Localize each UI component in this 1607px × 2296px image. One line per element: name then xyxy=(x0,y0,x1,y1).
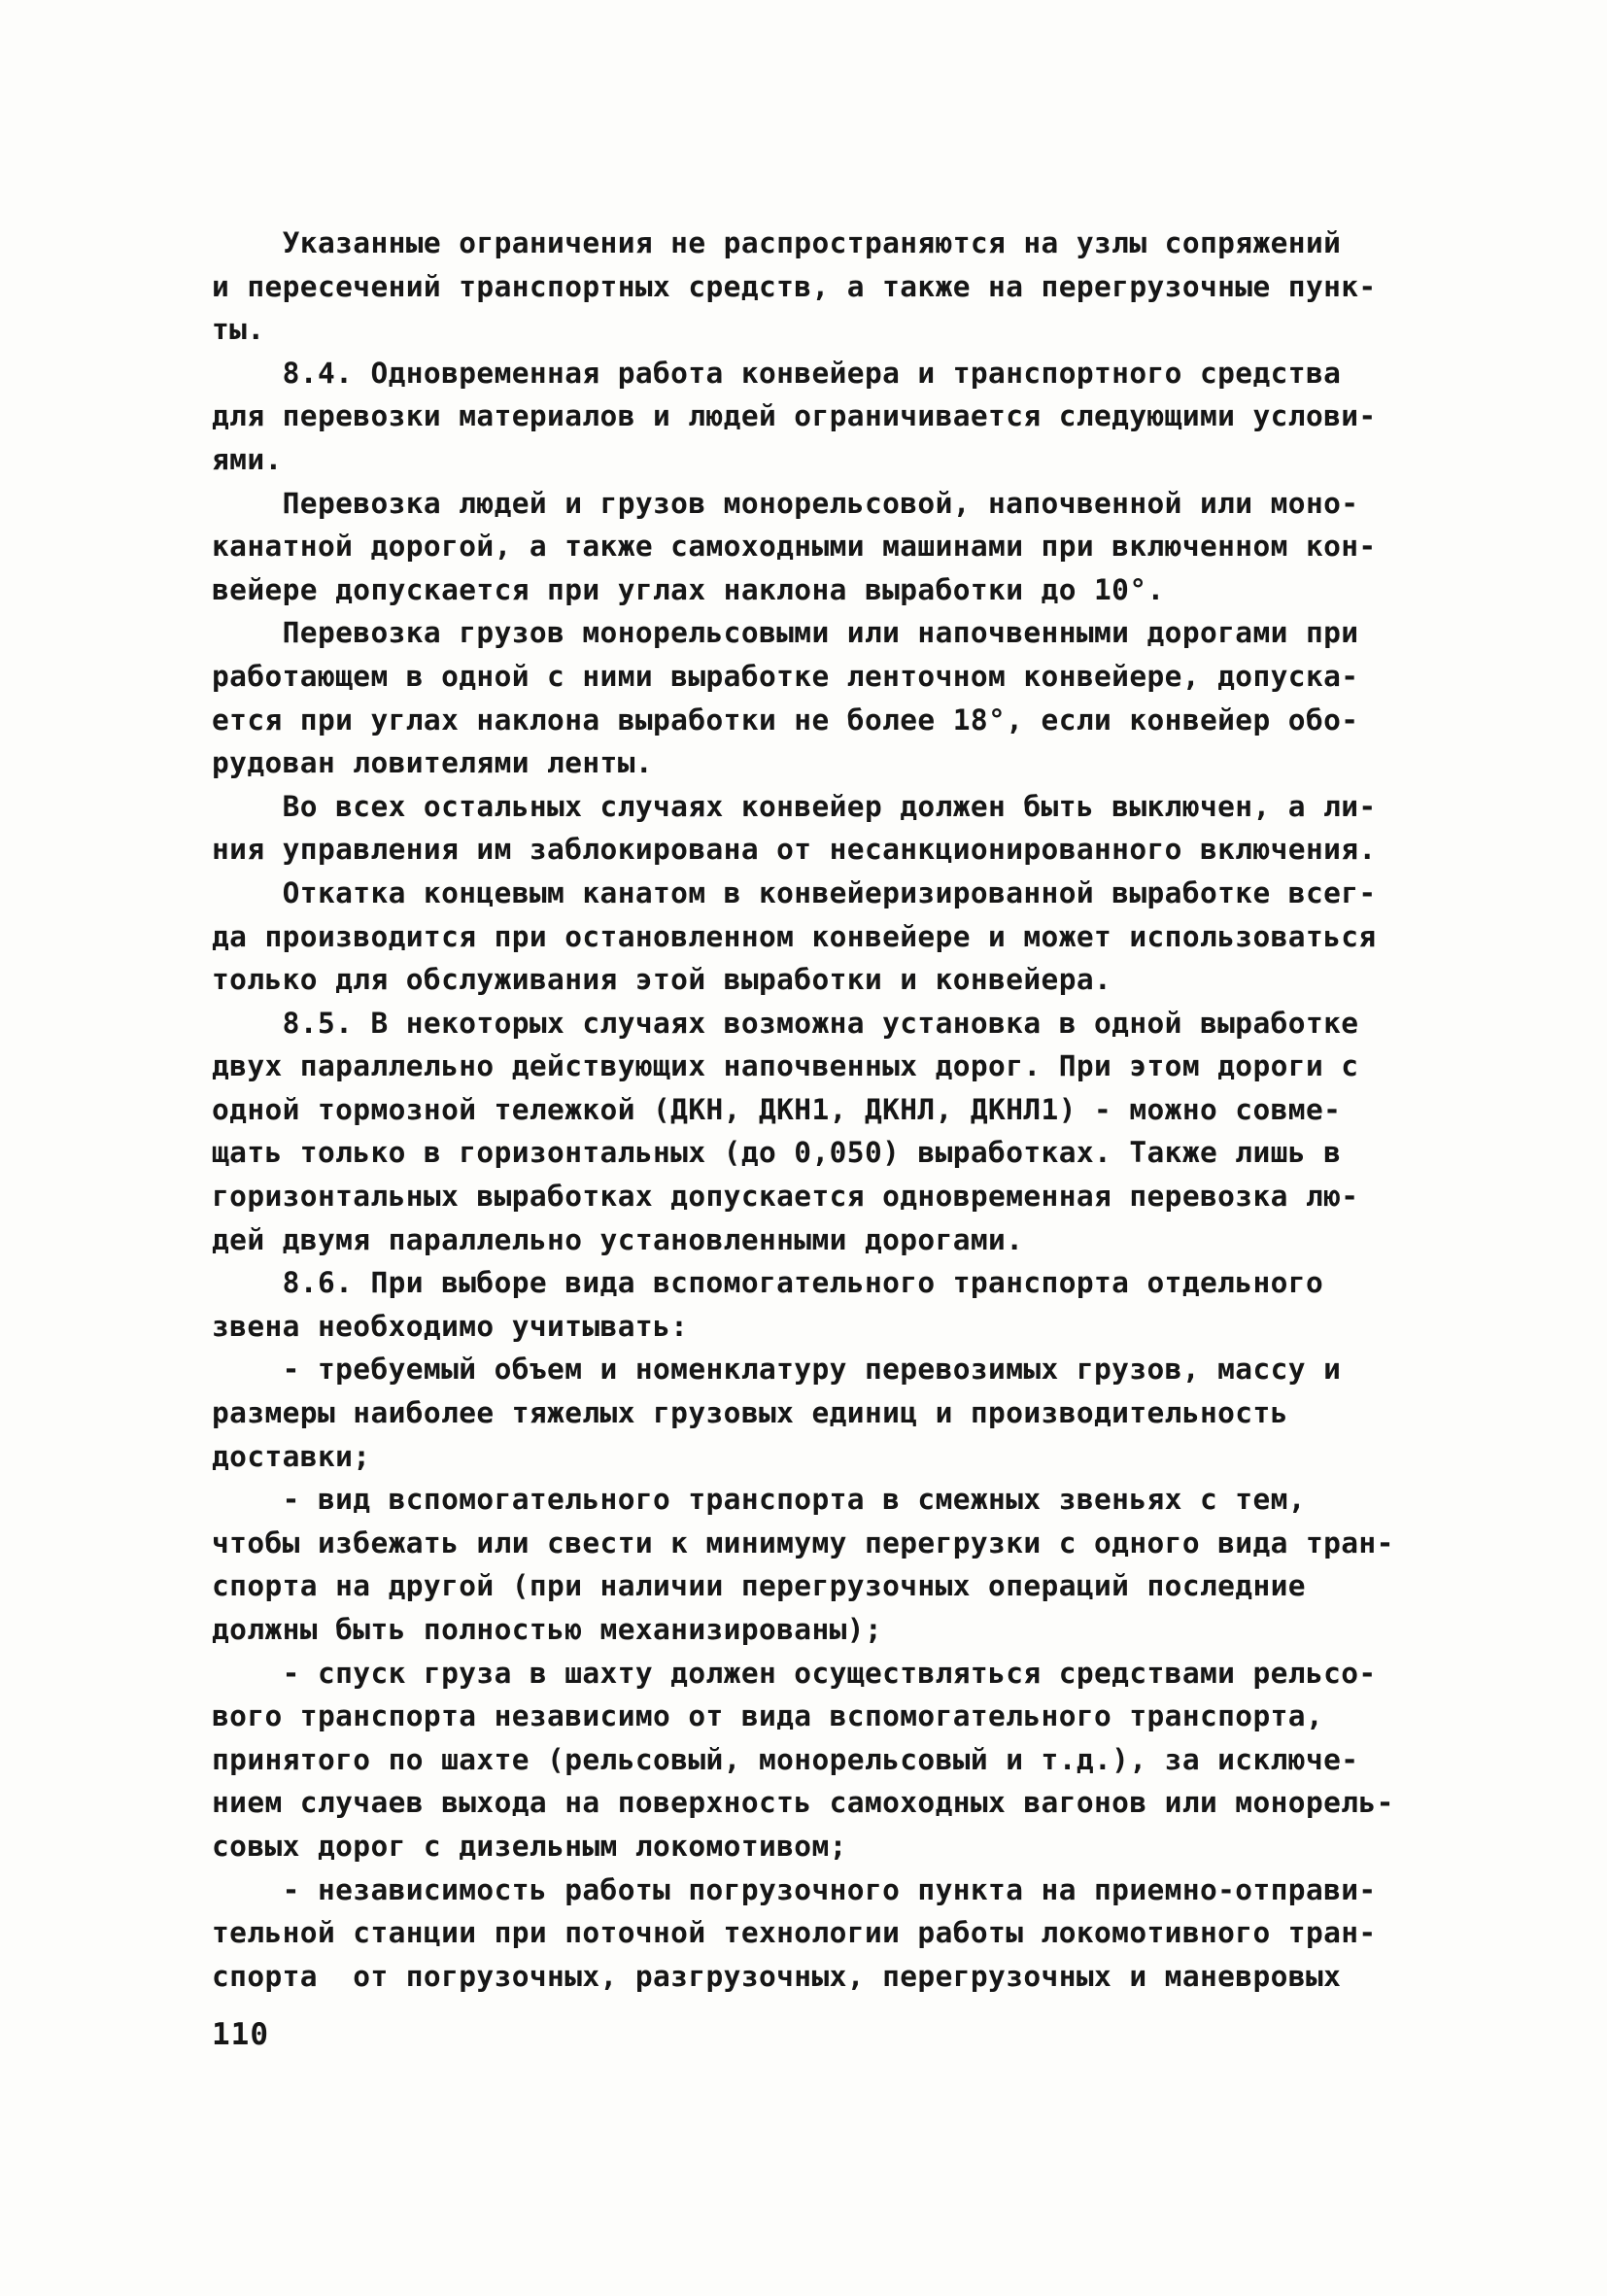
text-line: тельной станции при поточной технологии работы локомотивного тран- xyxy=(212,1916,1377,1950)
text-line: Во всех остальных случаях конвейер должен быть выключен, а ли- xyxy=(212,789,1377,823)
text-line: звена необходимо учитывать: xyxy=(212,1309,689,1343)
page-number: 110 xyxy=(212,2017,269,2052)
text-line: нием случаев выхода на поверхность самоходных вагонов или монорель- xyxy=(212,1786,1394,1820)
text-line: - спуск груза в шахту должен осуществляться средствами рельсо- xyxy=(212,1656,1377,1690)
text-line: двух параллельно действующих напочвенных дорог. При этом дороги с xyxy=(212,1049,1359,1083)
text-line: Указанные ограничения не распространяются на узлы сопряжений xyxy=(212,226,1342,259)
text-line: вейере допускается при углах наклона выработки до 10°. xyxy=(212,572,1165,606)
text-line: Откатка концевым канатом в конвейеризированной выработке всег- xyxy=(212,875,1377,909)
text-line: и пересечений транспортных средств, а также на перегрузочные пунк- xyxy=(212,269,1377,303)
text-line: только для обслуживания этой выработки и конвейера. xyxy=(212,963,1112,997)
text-line: - требуемый объем и номенклатуру перевозимых грузов, массу и xyxy=(212,1353,1342,1387)
text-line: рудован ловителями ленты. xyxy=(212,746,654,780)
text-line: - вид вспомогательного транспорта в смежных звеньях с тем, xyxy=(212,1483,1306,1517)
text-line: одной тормозной тележкой (ДКН, ДКН1, ДКНЛ, ДКНЛ1) - можно совме- xyxy=(212,1092,1342,1126)
text-line: канатной дорогой, а также самоходными машинами при включенном кон- xyxy=(212,530,1377,564)
text-line: Перевозка людей и грузов монорельсовой, напочвенной или моно- xyxy=(212,486,1359,520)
text-line: ется при углах наклона выработки не более 18°, если конвейер обо- xyxy=(212,703,1359,737)
text-line: Перевозка грузов монорельсовыми или напочвенными дорогами при xyxy=(212,616,1359,650)
text-line: для перевозки материалов и людей ограничивается следующими услови- xyxy=(212,399,1377,433)
text-line: - независимость работы погрузочного пункта на приемно-отправи- xyxy=(212,1872,1377,1906)
body-text xyxy=(212,222,1436,1998)
text-line: щать только в горизонтальных (до 0,050) выработках. Также лишь в xyxy=(212,1136,1342,1170)
text-line: ния управления им заблокирована от несанкционированного включения. xyxy=(212,833,1377,867)
text-line: должны быть полностью механизированы); xyxy=(212,1613,883,1646)
text-line: да производится при остановленном конвейере и может использоваться xyxy=(212,919,1377,953)
text-line: дей двумя параллельно установленными дорогами. xyxy=(212,1222,1024,1256)
text-line: работающем в одной с ними выработке ленточном конвейере, допуска- xyxy=(212,659,1359,693)
text-line: доставки; xyxy=(212,1439,371,1473)
text-line: спорта на другой (при наличии перегрузочных операций последние xyxy=(212,1569,1306,1603)
text-line: горизонтальных выработках допускается одновременная перевозка лю- xyxy=(212,1180,1359,1214)
text-line: вого транспорта независимо от вида вспомогательного транспорта, xyxy=(212,1699,1324,1733)
text-line: 8.5. В некоторых случаях возможна установка в одной выработке xyxy=(212,1006,1359,1040)
text-line: чтобы избежать или свести к минимуму перегрузки с одного вида тран- xyxy=(212,1525,1394,1559)
text-line: размеры наиболее тяжелых грузовых единиц и производительность xyxy=(212,1396,1288,1430)
text-line: спорта от погрузочных, разгрузочных, перегрузочных и маневровых xyxy=(212,1959,1342,1993)
text-line: 8.4. Одновременная работа конвейера и транспортного средства xyxy=(212,356,1342,390)
text-line: 8.6. При выборе вида вспомогательного транспорта отдельного xyxy=(212,1266,1324,1300)
text-line: совых дорог с дизельным локомотивом; xyxy=(212,1829,847,1863)
text-line: принятого по шахте (рельсовый, монорельсовый и т.д.), за исключе- xyxy=(212,1742,1359,1776)
text-line: ты. xyxy=(212,313,265,347)
text-line: ями. xyxy=(212,442,283,476)
